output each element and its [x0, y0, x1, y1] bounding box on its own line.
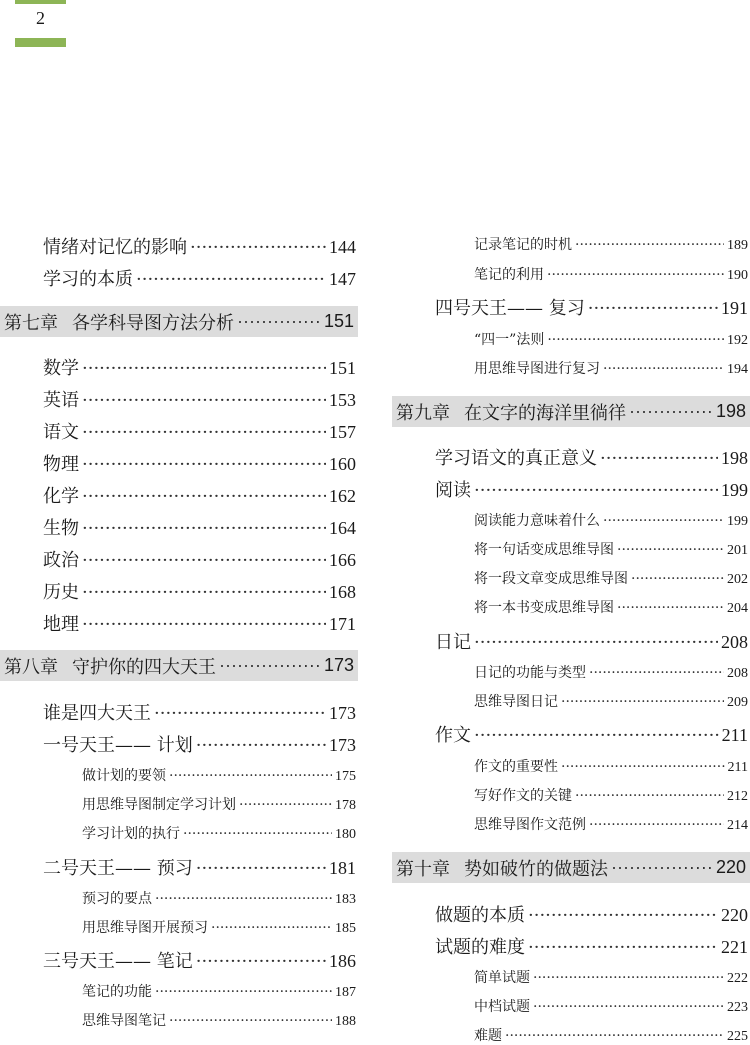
toc-entry-page: 201	[727, 543, 748, 558]
toc-subentry[interactable]	[474, 756, 748, 776]
toc-entry-page: 220	[721, 905, 748, 925]
toc-entry-page: 199	[727, 514, 748, 529]
toc-entry-title: 作文的重要性	[474, 759, 558, 775]
toc-leader	[183, 826, 332, 842]
chapter-heading-8[interactable]	[0, 650, 358, 681]
toc-entry-page: 178	[335, 798, 356, 813]
toc-leader	[547, 267, 724, 283]
toc-leader	[611, 857, 713, 878]
toc-subentry[interactable]	[474, 234, 748, 254]
toc-entry-page: 153	[329, 390, 356, 410]
page-accent-bar	[15, 38, 66, 47]
toc-entry-page: 208	[727, 666, 748, 681]
toc-entry-page: 204	[727, 601, 748, 616]
toc-subentry[interactable]	[82, 1010, 356, 1030]
toc-leader	[136, 269, 326, 290]
toc-entry[interactable]	[43, 450, 356, 476]
toc-subentry[interactable]	[474, 814, 748, 834]
toc-entry[interactable]	[435, 901, 748, 927]
toc-entry-title: 物理	[43, 454, 79, 475]
chapter-page: 198	[715, 401, 746, 421]
toc-leader	[474, 725, 719, 746]
toc-entry-page: 181	[329, 858, 356, 878]
toc-entry-page: 189	[727, 238, 748, 253]
toc-leader	[154, 703, 326, 724]
toc-entry-title: 二号天王—— 预习	[43, 858, 193, 879]
toc-entry[interactable]	[435, 444, 748, 470]
toc-entry-page: 194	[727, 362, 748, 377]
toc-entry-title: 化学	[43, 486, 79, 507]
toc-leader	[603, 513, 724, 529]
toc-entry[interactable]	[43, 482, 356, 508]
toc-entry-title: 学习的本质	[43, 269, 133, 290]
toc-entry-page: 202	[727, 572, 748, 587]
toc-entry-title: 记录笔记的时机	[474, 237, 572, 253]
toc-entry[interactable]	[43, 854, 356, 880]
toc-leader	[82, 390, 326, 411]
toc-entry-title: 地理	[43, 614, 79, 635]
toc-entry-title: 用思维导图开展预习	[82, 920, 208, 936]
toc-entry-title: 难题	[474, 1028, 502, 1044]
toc-entry[interactable]	[435, 294, 748, 320]
page-accent-bar-top	[15, 0, 66, 4]
toc-entry-page: 191	[721, 298, 748, 318]
toc-leader	[603, 361, 724, 377]
chapter-title: 守护你的四大天王	[72, 656, 216, 677]
toc-leader	[169, 1013, 332, 1029]
toc-entry[interactable]	[43, 947, 356, 973]
toc-entry[interactable]	[435, 476, 748, 502]
toc-subentry[interactable]	[474, 264, 748, 284]
toc-entry[interactable]	[43, 546, 356, 572]
chapter-number: 第七章	[4, 312, 58, 333]
toc-entry-page: 222	[727, 971, 748, 986]
toc-entry-page: 160	[329, 454, 356, 474]
toc-leader	[82, 518, 326, 539]
toc-entry-title: 中档试题	[474, 999, 530, 1015]
toc-entry-page: 211	[721, 725, 748, 745]
chapter-number: 第十章	[396, 858, 450, 879]
chapter-title: 各学科导图方法分析	[72, 312, 234, 333]
toc-entry-title: 三号天王—— 笔记	[43, 951, 193, 972]
toc-subentry[interactable]	[82, 794, 356, 814]
toc-leader	[629, 401, 713, 422]
toc-entry[interactable]	[43, 731, 356, 757]
toc-entry-title: 将一段文章变成思维导图	[474, 571, 628, 587]
toc-entry[interactable]	[43, 386, 356, 412]
toc-subentry[interactable]	[474, 691, 748, 711]
toc-entry-page: 166	[329, 550, 356, 570]
toc-entry[interactable]	[43, 265, 356, 291]
toc-entry-page: 190	[727, 268, 748, 283]
toc-leader	[589, 817, 724, 833]
toc-entry-title: 数学	[43, 358, 79, 379]
toc-leader	[82, 582, 326, 603]
chapter-number: 第八章	[4, 656, 58, 677]
chapter-heading-9[interactable]	[392, 396, 750, 427]
toc-entry[interactable]	[43, 418, 356, 444]
toc-entry-page: 151	[329, 358, 356, 378]
toc-leader	[575, 788, 724, 804]
toc-entry-page: 173	[329, 703, 356, 723]
chapter-page: 220	[715, 857, 746, 877]
toc-entry-page: 168	[329, 582, 356, 602]
toc-entry-title: 日记	[435, 632, 471, 653]
toc-leader	[82, 422, 326, 443]
toc-leader	[237, 311, 321, 332]
toc-entry-page: 175	[335, 769, 356, 784]
toc-entry[interactable]	[435, 628, 748, 654]
toc-subentry[interactable]	[474, 329, 748, 349]
toc-subentry[interactable]	[474, 967, 748, 987]
toc-entry-page: 221	[721, 937, 748, 957]
toc-entry[interactable]	[43, 699, 356, 725]
toc-leader	[561, 759, 725, 775]
chapter-page: 151	[323, 311, 354, 331]
toc-entry-title: 思维导图日记	[474, 694, 558, 710]
toc-entry-title: 谁是四大天王	[43, 703, 151, 724]
toc-subentry[interactable]	[82, 765, 356, 785]
toc-entry-page: 214	[727, 818, 748, 833]
chapter-page: 173	[323, 655, 354, 675]
toc-entry[interactable]	[43, 578, 356, 604]
chapter-title: 在文字的海洋里徜徉	[464, 402, 626, 423]
toc-leader	[617, 600, 724, 616]
toc-entry-title: 一号天王—— 计划	[43, 735, 193, 756]
toc-subentry[interactable]	[474, 785, 748, 805]
toc-entry-page: 162	[329, 486, 356, 506]
toc-entry-title: 做题的本质	[435, 905, 525, 926]
toc-entry-page: 198	[721, 448, 748, 468]
toc-leader	[561, 694, 724, 710]
toc-leader	[528, 937, 718, 958]
toc-leader	[211, 920, 332, 936]
toc-entry[interactable]	[43, 233, 356, 259]
toc-entry[interactable]	[435, 721, 748, 747]
toc-leader	[82, 550, 326, 571]
toc-entry-title: 用思维导图制定学习计划	[82, 797, 236, 813]
toc-entry-title: 笔记的利用	[474, 267, 544, 283]
chapter-heading-7[interactable]	[0, 306, 358, 337]
toc-leader	[82, 486, 326, 507]
toc-leader	[82, 454, 326, 475]
toc-entry-title: 语文	[43, 422, 79, 443]
chapter-number: 第九章	[396, 402, 450, 423]
chapter-title: 势如破竹的做题法	[464, 858, 608, 879]
toc-leader	[528, 905, 718, 926]
toc-entry-title: 写好作文的关键	[474, 788, 572, 804]
toc-entry-page: 147	[329, 269, 356, 289]
toc-entry[interactable]	[435, 933, 748, 959]
toc-leader	[196, 858, 326, 879]
toc-entry-title: 四号天王—— 复习	[435, 298, 585, 319]
toc-entry-page: 171	[329, 614, 356, 634]
toc-entry-page: 212	[727, 789, 748, 804]
toc-entry-title: 思维导图作文范例	[474, 817, 586, 833]
toc-subentry[interactable]	[474, 539, 748, 559]
toc-entry-title: 阅读能力意味着什么	[474, 513, 600, 529]
toc-subentry[interactable]	[474, 597, 748, 617]
toc-leader	[82, 358, 326, 379]
toc-subentry[interactable]	[474, 358, 748, 378]
toc-entry-title: 阅读	[435, 480, 471, 501]
toc-entry-title: 情绪对记忆的影响	[43, 237, 187, 258]
toc-leader	[533, 970, 724, 986]
toc-entry-page: 223	[727, 1000, 748, 1015]
toc-leader	[588, 298, 718, 319]
toc-entry-page: 157	[329, 422, 356, 442]
toc-leader	[600, 448, 718, 469]
toc-leader	[505, 1028, 724, 1044]
toc-entry-page: 192	[727, 333, 748, 348]
toc-subentry[interactable]	[82, 888, 356, 908]
toc-entry-page: 144	[329, 237, 356, 257]
toc-entry[interactable]	[43, 610, 356, 636]
toc-leader	[589, 665, 724, 681]
toc-entry-title: 英语	[43, 390, 79, 411]
toc-entry-page: 173	[329, 735, 356, 755]
toc-leader	[474, 632, 718, 653]
toc-leader	[533, 999, 724, 1015]
toc-entry-title: 预习的要点	[82, 891, 152, 907]
toc-entry-title: 笔记的功能	[82, 984, 152, 1000]
toc-entry-page: 180	[335, 827, 356, 842]
toc-entry-title: 学习计划的执行	[82, 826, 180, 842]
toc-entry-title: 用思维导图进行复习	[474, 361, 600, 377]
toc-entry-title: 简单试题	[474, 970, 530, 986]
toc-entry-page: 187	[335, 985, 356, 1000]
toc-subentry[interactable]	[82, 823, 356, 843]
toc-entry-page: 199	[721, 480, 748, 500]
toc-entry-page: 164	[329, 518, 356, 538]
toc-leader	[239, 797, 332, 813]
toc-entry-title: 作文	[435, 725, 471, 746]
toc-leader	[196, 735, 326, 756]
toc-leader	[155, 984, 332, 1000]
toc-entry-title: 将一本书变成思维导图	[474, 600, 614, 616]
toc-leader	[155, 891, 332, 907]
toc-entry-title: “四一”法则	[474, 332, 545, 348]
toc-entry-title: 学习语文的真正意义	[435, 448, 597, 469]
toc-leader	[169, 768, 332, 784]
chapter-heading-10[interactable]	[392, 852, 750, 883]
page-number: 2	[36, 8, 45, 28]
toc-leader	[575, 237, 724, 253]
toc-subentry[interactable]	[82, 981, 356, 1001]
toc-entry-page: 183	[335, 892, 356, 907]
toc-entry-title: 做计划的要领	[82, 768, 166, 784]
toc-entry-title: 将一句话变成思维导图	[474, 542, 614, 558]
toc-leader	[474, 480, 718, 501]
toc-entry-page: 209	[727, 695, 748, 710]
toc-entry[interactable]	[43, 514, 356, 540]
toc-subentry[interactable]	[474, 662, 748, 682]
toc-entry-title: 试题的难度	[435, 937, 525, 958]
toc-subentry[interactable]	[474, 1025, 748, 1045]
toc-entry-page: 211	[727, 760, 748, 775]
toc-entry-title: 政治	[43, 550, 79, 571]
toc-entry-title: 生物	[43, 518, 79, 539]
toc-entry-page: 225	[727, 1029, 748, 1044]
toc-entry-page: 186	[329, 951, 356, 971]
toc-entry-title: 历史	[43, 582, 79, 603]
toc-subentry[interactable]	[82, 917, 356, 937]
toc-leader	[219, 655, 321, 676]
toc-leader	[190, 237, 326, 258]
toc-entry[interactable]	[43, 354, 356, 380]
toc-leader	[82, 614, 326, 635]
toc-leader	[617, 542, 724, 558]
toc-entry-page: 188	[335, 1014, 356, 1029]
toc-leader	[547, 332, 724, 348]
toc-entry-page: 208	[721, 632, 748, 652]
toc-entry-title: 思维导图笔记	[82, 1013, 166, 1029]
toc-entry-page: 185	[335, 921, 356, 936]
toc-leader	[196, 951, 326, 972]
toc-entry-title: 日记的功能与类型	[474, 665, 586, 681]
toc-subentry[interactable]	[474, 510, 748, 530]
toc-subentry[interactable]	[474, 996, 748, 1016]
toc-subentry[interactable]	[474, 568, 748, 588]
toc-leader	[631, 571, 724, 587]
